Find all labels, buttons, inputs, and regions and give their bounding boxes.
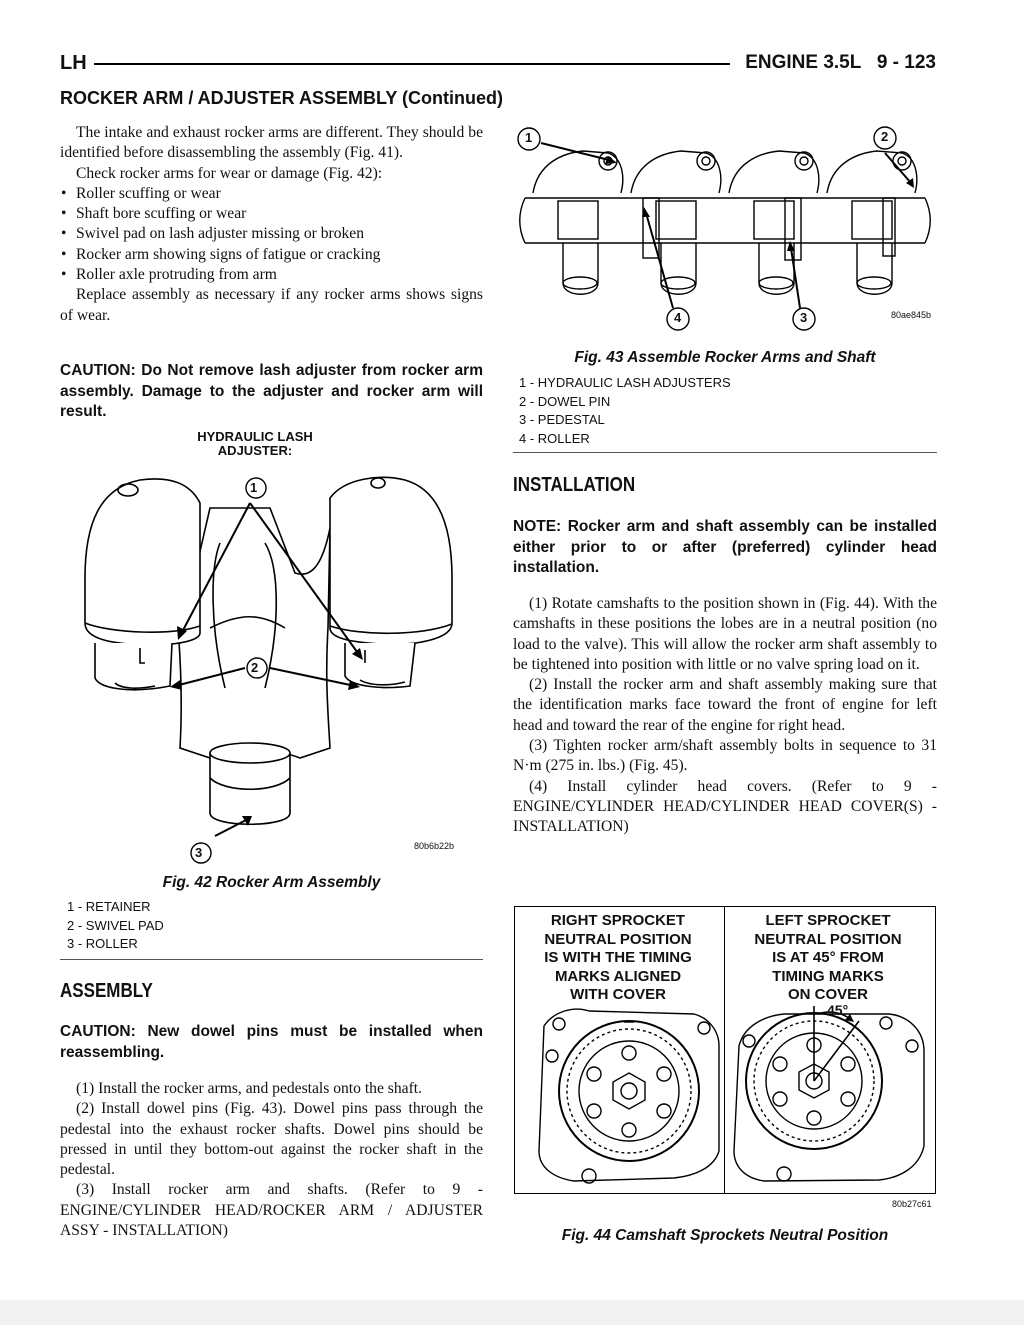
step: (3) Tighten rocker arm/shaft assembly bolts in sequence to 31 N·m (275 in. lbs.) (Fig. 45).: [513, 737, 937, 775]
fig42-code: 80b6b22b: [414, 841, 455, 851]
right-sprocket-label: RIGHT SPROCKET NEUTRAL POSITION IS WITH THE TIMING MARKS ALIGNED WITH COVER: [544, 912, 692, 1003]
step: (1) Install the rocker arms, and pedestals onto the shaft.: [76, 1080, 422, 1097]
left-sprocket-label: LEFT SPROCKET NEUTRAL POSITION IS AT 45° FROM TIMING MARKS ON COVER: [754, 912, 902, 1003]
legend-item: 2 - SWIVEL PAD: [67, 917, 164, 933]
list-item: • Shaft bore scuffing or wear: [60, 204, 483, 224]
assembly-heading: ASSEMBLY: [60, 980, 153, 1002]
callout-3: 3: [800, 310, 808, 325]
installation-steps: [513, 594, 937, 838]
step: (2) Install the rocker arm and shaft assembly making sure that the identification marks face toward the front of engine for left head and toward the rear of the engine for right head.: [513, 676, 937, 734]
list-item: • Roller axle protruding from arm: [60, 265, 483, 285]
list-item: • Rocker arm showing signs of fatigue or cracking: [60, 245, 483, 265]
fig43-code: 80ae845b: [891, 310, 932, 320]
divider: [513, 452, 937, 453]
callout-4: 4: [674, 310, 682, 325]
fig42-legend: [67, 898, 164, 954]
caution-dowel-pins: CAUTION: New dowel pins must be installed when reassembling.: [60, 1023, 483, 1061]
header-rule: [94, 63, 730, 65]
rocker-shaft-drawing: [513, 123, 937, 338]
sprocket-drawing: [514, 906, 936, 1194]
caution-lash-adjuster: CAUTION: Do Not remove lash adjuster from rocker arm assembly. Damage to the adjuster and rocker arm will result.: [60, 362, 483, 420]
fig42-top-label: HYDRAULIC LASH ADJUSTER:: [197, 429, 313, 458]
list-item: • Roller scuffing or wear: [60, 184, 483, 204]
header-side-label: LH: [60, 52, 87, 74]
step: (3) Install rocker arm and shafts. (Refer to 9 - ENGINE/CYLINDER HEAD/ROCKER ARM / ADJUSTER ASSY - INSTALLATION): [60, 1181, 483, 1240]
wear-checklist: [60, 184, 483, 285]
paragraph: The intake and exhaust rocker arms are different. They should be identified before disassembling the assembly (Fig. 41).: [60, 124, 483, 162]
legend-item: 3 - ROLLER: [67, 936, 138, 951]
fig44-code: 80b27c61: [892, 1199, 932, 1209]
fig42-caption: Fig. 42 Rocker Arm Assembly: [162, 874, 381, 891]
fig43-legend: [519, 374, 731, 448]
fig43-caption: Fig. 43 Assemble Rocker Arms and Shaft: [574, 349, 876, 366]
installation-note: NOTE: Rocker arm and shaft assembly can be installed either prior to or after (preferred) cylinder head installation.: [513, 518, 937, 576]
legend-item: 1 - HYDRAULIC LASH ADJUSTERS: [519, 375, 731, 390]
callout-2: 2: [251, 660, 259, 675]
legend-item: 4 - ROLLER: [519, 430, 590, 446]
paragraph: Check rocker arms for wear or damage (Fig. 42):: [76, 164, 383, 182]
page-header: [60, 52, 936, 76]
step: (4) Install cylinder head covers. (Refer to 9 - ENGINE/CYLINDER HEAD/CYLINDER HEAD COVER(S) - INSTALLATION): [513, 777, 937, 836]
rocker-arm-drawing: [60, 428, 483, 868]
legend-item: 1 - RETAINER: [67, 899, 151, 914]
legend-item: 2 - DOWEL PIN: [519, 393, 611, 409]
assembly-steps: [60, 1079, 483, 1241]
list-item: • Swivel pad on lash adjuster missing or broken: [60, 224, 483, 244]
step: (1) Rotate camshafts to the position shown in (Fig. 44). With the camshafts in these positions the lobes are in a neutral position (no load to the valve). This will allow the rocker arm shaft assembly to be tightened into position with little or no valve spring load on it.: [513, 595, 937, 673]
fig44-sprocket-illustration: [514, 906, 936, 1211]
section-title: ROCKER ARM / ADJUSTER ASSEMBLY (Continued): [60, 88, 504, 108]
fig42-rocker-arm-illustration: [60, 428, 483, 868]
step: (2) Install dowel pins (Fig. 43). Dowel pins pass through the pedestal into the exhaust rocker shafts. Dowel pins should be pressed in until they bottom-out against the rocker shaft in the pedestal.: [60, 1100, 483, 1179]
divider: [60, 959, 483, 960]
legend-item: 3 - PEDESTAL: [519, 412, 605, 427]
left-intro-text: [60, 123, 483, 326]
header-page-ref: ENGINE 3.5L 9 - 123: [745, 52, 936, 73]
installation-heading: INSTALLATION: [513, 474, 636, 496]
angle-label: 45°: [827, 1002, 849, 1018]
callout-2: 2: [881, 129, 889, 144]
fig43-rocker-shaft-illustration: [513, 123, 937, 338]
fig44-caption: Fig. 44 Camshaft Sprockets Neutral Position: [561, 1227, 889, 1244]
callout-1: 1: [250, 480, 258, 495]
callout-3: 3: [195, 845, 203, 860]
callout-1: 1: [525, 130, 533, 145]
paragraph: Replace assembly as necessary if any rocker arms shows signs of wear.: [60, 286, 483, 324]
